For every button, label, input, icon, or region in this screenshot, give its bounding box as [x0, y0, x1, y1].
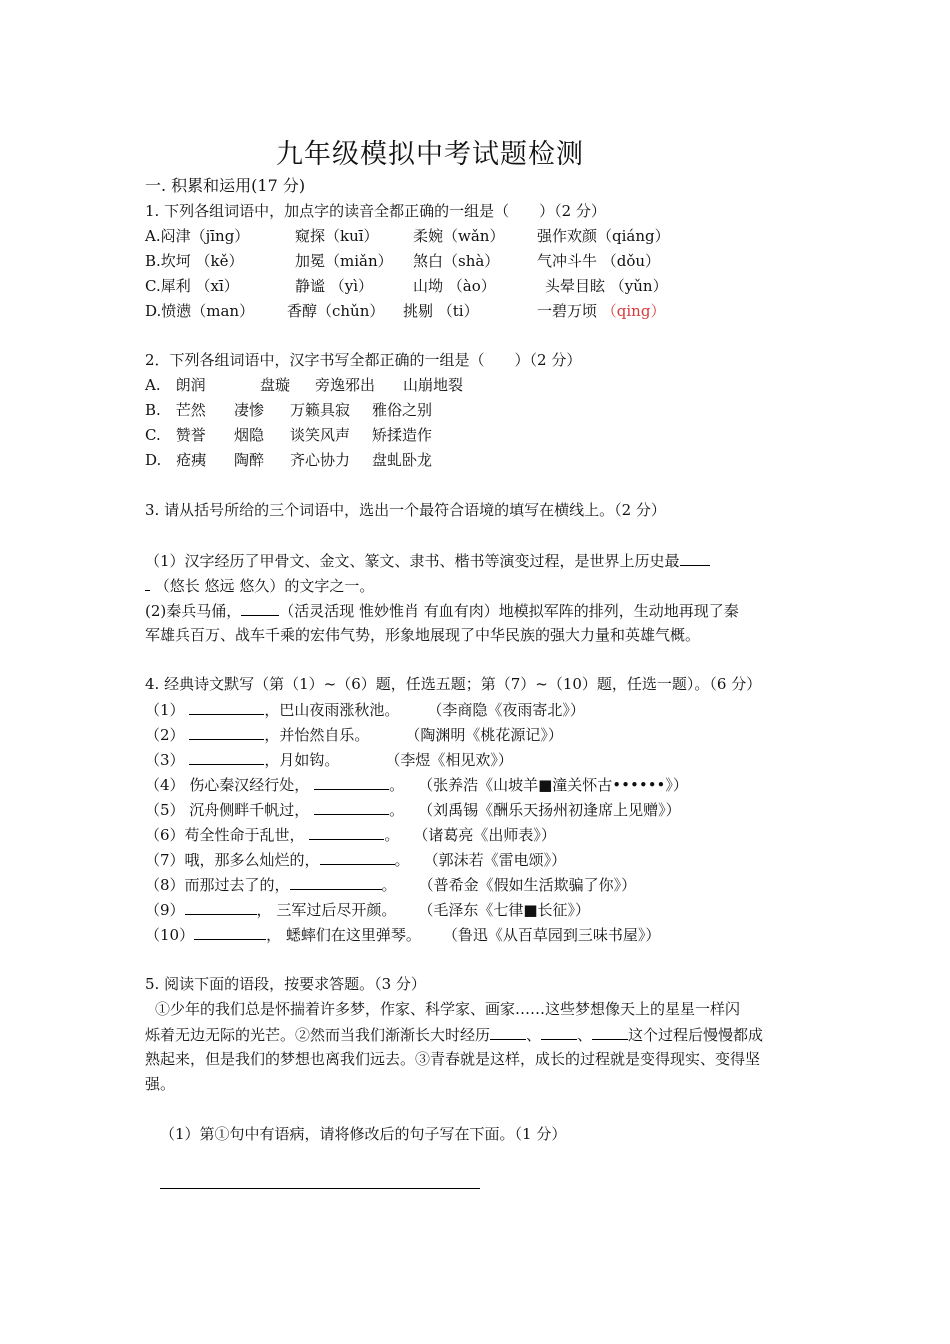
question-5-stem: 5. 阅读下面的语段，按要求答题。（3 分） [145, 975, 426, 993]
answer-blank[interactable] [290, 874, 382, 890]
question-3-stem: 3. 请从括号所给的三个词语中，选出一个最符合语境的填写在横线上。（2 分） [145, 501, 666, 519]
q3-sentence-1-cont: （悠长 悠远 悠久）的文字之一。 [145, 575, 374, 596]
q1-option-d: D.愤懑（man） 香醇（chǔn） 挑剔 （ti） 一碧万顷 （qing） [145, 302, 666, 320]
question-4-stem: 4. 经典诗文默写（第（1）~（6）题，任选五题；第（7）~（10）题，任选一题）。（6 分） [145, 675, 762, 693]
answer-blank[interactable] [189, 749, 264, 765]
q1-option-c: C.犀利 （xī） 静谧 （yì） 山坳 （ào） 头晕目眩 （yǔn） [145, 277, 668, 295]
q4-item: （4） 伤心秦汉经行处， 。 （张养浩《山坡羊■潼关怀古••••••》） [145, 776, 688, 794]
passage-line: 熟起来，但是我们的梦想也离我们远去。③青春就是这样，成长的过程就是变得现实、变得坚 [145, 1050, 761, 1068]
q3-sentence-2: (2)秦兵马俑， （活灵活现 惟妙惟肖 有血有肉）地模拟军阵的排列，生动地再现了秦 [145, 602, 739, 620]
q2-option-a: A. 朗润 盘璇 旁逸邪出 山崩地裂 [145, 376, 464, 394]
answer-blank[interactable] [309, 824, 384, 840]
q1-option-b: B.坎坷 （kě） 加冕（miǎn） 煞白（shà） 气冲斗牛 （dǒu） [145, 252, 661, 270]
answer-blank[interactable] [314, 799, 389, 815]
answer-blank[interactable] [490, 1024, 526, 1040]
q3-sentence-2-cont: 军雄兵百万、战车千乘的宏伟气势，形象地展现了中华民族的强大力量和英雄气概。 [145, 626, 701, 644]
page-title: 九年级模拟中考试题检测 [276, 139, 584, 170]
question-2-stem: 2．下列各组词语中，汉字书写全都正确的一组是（ ）（2 分） [145, 351, 582, 369]
section-heading: 一. 积累和运用(17 分) [145, 176, 306, 195]
q3-sentence-1: （1）汉字经历了甲骨文、金文、篆文、隶书、楷书等演变过程，是世界上历史最 [145, 550, 710, 571]
q5-subquestion-1: （1）第①句中有语病，请将修改后的句子写在下面。（1 分） [160, 1125, 567, 1143]
q2-option-c: C. 赞誉 烟隐 谈笑风声 矫揉造作 [145, 426, 433, 444]
q1-option-a: A.闷津（jīng） 窥探（kuī） 柔婉（wǎn） 强作欢颜（qiáng） [145, 227, 670, 245]
answer-blank[interactable] [189, 699, 264, 715]
highlighted-pinyin: （qing） [601, 302, 666, 320]
q4-item: （10） ， 蟋蟀们在这里弹琴。 （鲁迅《从百草园到三味书屋》） [145, 926, 661, 944]
q4-item: （2） ，并怡然自乐。 （陶渊明《桃花源记》） [145, 726, 563, 744]
question-1-stem: 1. 下列各组词语中，加点字的读音全都正确的一组是（ ）（2 分） [145, 202, 606, 220]
answer-blank[interactable] [189, 724, 264, 740]
answer-blank[interactable] [541, 1024, 577, 1040]
answer-blank[interactable] [314, 774, 389, 790]
q4-item: （7）哦，那多么灿烂的， 。 （郭沫若《雷电颂》） [145, 851, 567, 869]
answer-blank[interactable] [194, 924, 266, 940]
q4-item: （6）苟全性命于乱世， 。 （诸葛亮《出师表》） [145, 826, 556, 844]
q4-item: （9） ， 三军过后尽开颜。 （毛泽东《七律■长征》） [145, 901, 591, 919]
q2-option-b: B. 芒然 凄惨 万籁具寂 雅俗之别 [145, 401, 433, 419]
q4-item: （8）而那过去了的， 。 （普希金《假如生活欺骗了你》） [145, 876, 637, 894]
passage-line: 烁着无边无际的光芒。②然而当我们渐渐长大时经历 、 、 这个过程后慢慢都成 [145, 1026, 764, 1044]
answer-blank[interactable] [680, 550, 710, 566]
passage-line: ①少年的我们总是怀揣着许多梦，作家、科学家、画家……这些梦想像天上的星星一样闪 [155, 1000, 741, 1018]
q2-option-d: D. 疮痍 陶醉 齐心协力 盘虬卧龙 [145, 451, 433, 469]
answer-blank[interactable] [592, 1024, 628, 1040]
answer-blank[interactable] [145, 575, 150, 591]
q4-item: （1） ，巴山夜雨涨秋池。 （李商隐《夜雨寄北》） [145, 701, 585, 719]
q4-item: （3） ，月如钩。 （李煜《相见欢》） [145, 751, 513, 769]
passage-line: 强。 [145, 1075, 176, 1093]
answer-blank[interactable] [241, 600, 279, 616]
answer-line[interactable] [160, 1188, 480, 1189]
answer-blank[interactable] [185, 899, 257, 915]
q4-item: （5） 沉舟侧畔千帆过， 。 （刘禹锡《酬乐天扬州初逢席上见赠》） [145, 801, 681, 819]
answer-blank[interactable] [320, 849, 395, 865]
